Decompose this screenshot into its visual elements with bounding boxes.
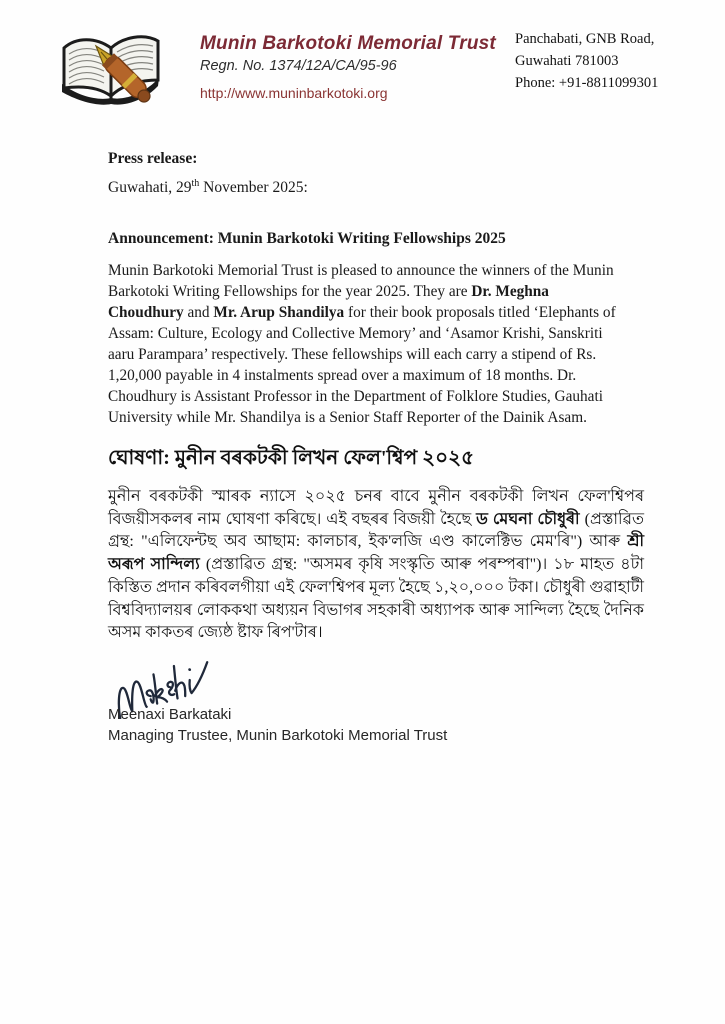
press-release-label: Press release: — [108, 150, 198, 167]
ordinal-suffix: th — [191, 178, 200, 189]
logo-book-pen-icon — [54, 26, 168, 114]
assamese-paragraph: মুনীন বৰকটকী স্মাৰক ন্যাসে ২০২৫ চনৰ বাবে মুনীন বৰকটকী লিখন ফেল'শ্বিপৰ বিজয়ীসকলৰ নাম ঘোষণা কৰিছে। এই বছৰৰ বিজয়ী হৈছে ড মেঘনা চৌধুৰী (প্ৰস্তাৱিত গ্ৰন্থ: "এলিফেন্টছ অব আছাম: কালচাৰ, ইক'লজি এণ্ড কালেক্টিভ মেম'ৰি") আৰু শ্ৰী অৰূপ সান্দিল্য (প্ৰস্তাৱিত গ্ৰন্থ: "অসমৰ কৃষি সংস্কৃতি আৰু পৰম্পৰা")। ১৮ মাহত ৪টা কিস্তিত প্ৰদান কৰিবলগীয়া এই ফেল'শ্বিপৰ মূল্য হৈছে ১,২০,০০০ টকা। চৌধুৰী গুৱাহাটী বিশ্ববিদ্যালয়ৰ লোককথা অধ্যয়ন বিভাগৰ সহকাৰী অধ্যাপক আৰু সান্দিল্য হৈছে দৈনিক অসম কাকতৰ জ্যেষ্ঠ ষ্টাফ ৰিপ'টাৰ। — [108, 488, 644, 642]
letterhead-title-block — [200, 33, 496, 101]
org-name: Munin Barkotoki Memorial Trust — [200, 33, 496, 54]
signatory-title: Managing Trustee, Munin Barkotoki Memorial Trust — [108, 727, 448, 744]
assamese-heading: ঘোষণা: মুনীন বৰকটকী লিখন ফেল'শ্বিপ ২০২৫ — [108, 447, 475, 469]
letterhead-address — [515, 29, 658, 94]
website-url: http://www.muninbarkotoki.org — [200, 85, 388, 101]
address-line: Panchabati, GNB Road, — [515, 31, 655, 47]
phone-line: Phone: +91-8811099301 — [515, 74, 659, 91]
announcement-heading: Announcement: Munin Barkotoki Writing Fellowships 2025 — [108, 230, 506, 247]
english-paragraph: Munin Barkotoki Memorial Trust is pleased to announce the winners of the Munin Barkotoki Writing Fellowships for the year 2025. They are Dr. Meghna Choudhury and Mr. Arup Shandilya for their book proposals titled ‘Elephants of Assam: Culture, Ecology and Collective Memory’ and ‘Asamor Krishi, Sanskriti aaru Parampara’ respectively. These fellowships will each carry a stipend of Rs. 1,20,000 payable in 4 instalments spread over a maximum of 18 months. Dr. Choudhury is Assistant Professor in the Department of Folklore Studies, Gauhati University while Mr. Shandilya is a Senior Staff Reporter of the Dainik Asam. — [108, 262, 616, 426]
registration-number: Regn. No. 1374/12A/CA/95-96 — [200, 58, 397, 74]
address-line: Guwahati 781003 — [515, 52, 619, 69]
dateline: Guwahati, 29th November 2025: — [108, 178, 308, 197]
signatory-name: Meenaxi Barkataki — [108, 706, 232, 723]
